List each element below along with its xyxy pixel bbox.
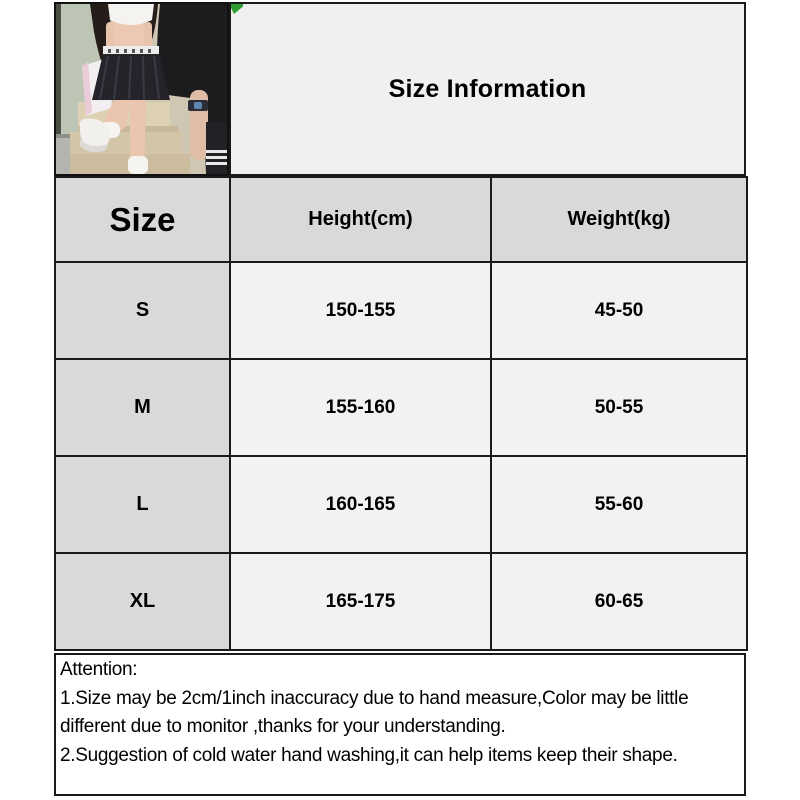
column-header-weight: Weight(kg) bbox=[491, 177, 747, 262]
green-corner-marker bbox=[231, 4, 243, 14]
weight-value: 55-60 bbox=[491, 456, 747, 553]
weight-value: 60-65 bbox=[491, 553, 747, 650]
attention-note-1: 1.Size may be 2cm/1inch inaccuracy due to hand measure,Color may be little different due to monitor ,thanks for your understanding. bbox=[60, 687, 689, 737]
height-value: 165-175 bbox=[230, 553, 491, 650]
height-value: 150-155 bbox=[230, 262, 491, 359]
table-row-s bbox=[55, 262, 747, 359]
pleated-skirt bbox=[92, 54, 170, 100]
attention-note-2: 2.Suggestion of cold water hand washing,it can help items keep their shape. bbox=[60, 744, 678, 766]
attention-notes bbox=[54, 653, 746, 796]
top-row bbox=[54, 2, 746, 176]
size-table bbox=[54, 176, 748, 651]
table-row-l bbox=[55, 456, 747, 553]
size-information-banner bbox=[229, 2, 746, 176]
table-row-m bbox=[55, 359, 747, 456]
height-value: 155-160 bbox=[230, 359, 491, 456]
product-photo bbox=[54, 2, 229, 176]
weight-value: 45-50 bbox=[491, 262, 747, 359]
page-title: Size Information bbox=[388, 74, 587, 103]
table-header-row bbox=[55, 177, 747, 262]
height-value: 160-165 bbox=[230, 456, 491, 553]
size-label: L bbox=[55, 456, 230, 553]
table-row-xl bbox=[55, 553, 747, 650]
column-header-height: Height(cm) bbox=[230, 177, 491, 262]
size-chart-content bbox=[54, 2, 746, 796]
size-label: XL bbox=[55, 553, 230, 650]
weight-value: 50-55 bbox=[491, 359, 747, 456]
column-header-size: Size bbox=[55, 177, 230, 262]
size-label: M bbox=[55, 359, 230, 456]
model-photo-illustration bbox=[56, 4, 227, 174]
size-label: S bbox=[55, 262, 230, 359]
attention-title: Attention: bbox=[60, 659, 138, 680]
